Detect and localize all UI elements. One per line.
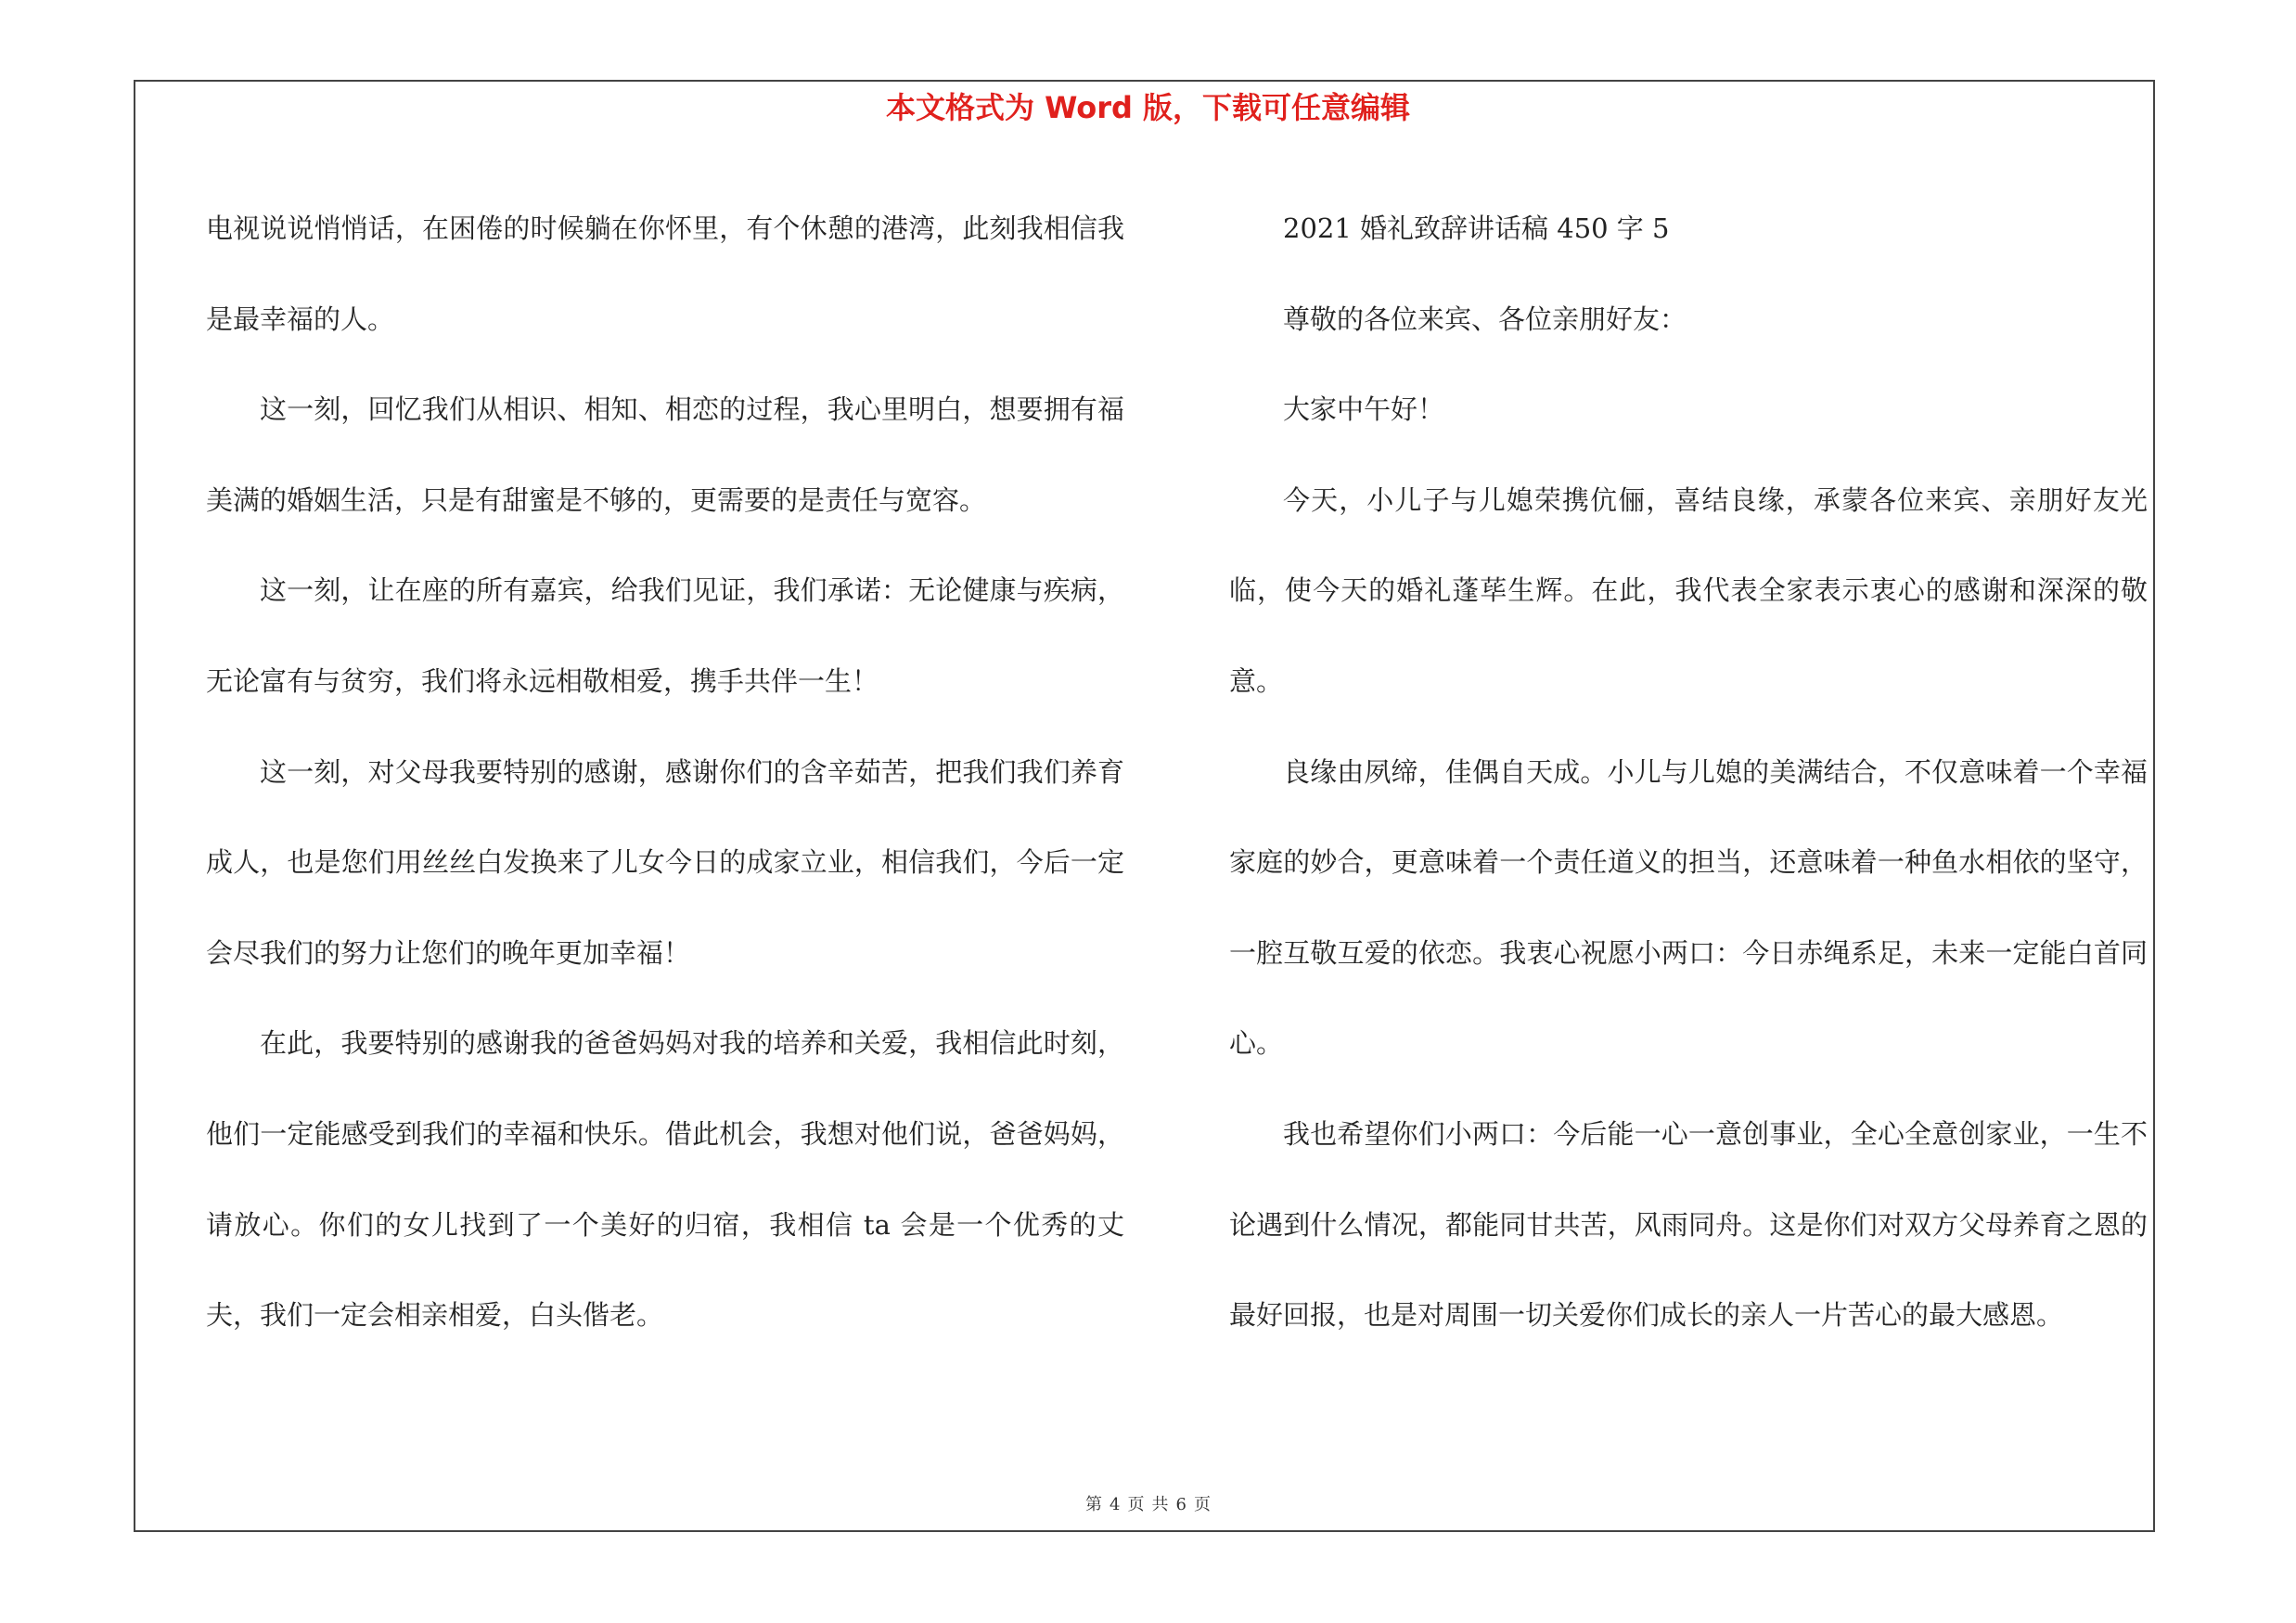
page-number-footer	[0, 1492, 2296, 1518]
footer-prefix: 第	[1085, 1495, 1103, 1514]
paragraph: 这一刻，回忆我们从相识、相知、相恋的过程，我心里明白，想要拥有福美满的婚姻生活，只是有甜蜜是不够的，更需要的是责任与宽容。	[206, 393, 1124, 516]
paragraph: 电视说说悄悄话，在困倦的时候躺在你怀里，有个休憩的港湾，此刻我相信我是最幸福的人。	[206, 213, 1124, 335]
paragraph: 这一刻，让在座的所有嘉宾，给我们见证，我们承诺：无论健康与疾病，无论富有与贫穷，我们将永远相敬相爱，携手共伴一生！	[206, 574, 1124, 697]
current-page-number: 4	[1110, 1495, 1121, 1514]
salutation: 尊敬的各位来宾、各位亲朋好友：	[1283, 303, 1687, 335]
left-column	[206, 184, 1124, 1361]
paragraph: 良缘由夙缔，佳偶自天成。小儿与儿媳的美满结合，不仅意味着一个幸福家庭的妙合，更意味着一个责任道义的担当，还意味着一种鱼水相依的坚守，一腔互敬互爱的依恋。我衷心祝愿小两口：今日赤绳系足，未来一定能白首同心。	[1229, 755, 2148, 1060]
article-heading: 2021 婚礼致辞讲话稿 450 字 5	[1283, 213, 1670, 244]
footer-page-word: 页	[1127, 1495, 1145, 1514]
paragraph: 我也希望你们小两口：今后能一心一意创事业，全心全意创家业，一生不论遇到什么情况，都能同甘共苦，风雨同舟。这是你们对双方父母养育之恩的最好回报，也是对周围一切关爱你们成长的亲人一片苦心的最大感恩。	[1229, 1117, 2148, 1332]
total-page-count: 6	[1175, 1495, 1186, 1514]
right-column	[1229, 184, 2148, 1361]
footer-suffix: 页	[1193, 1495, 1211, 1514]
format-banner: 本文格式为 Word 版，下载可任意编辑	[885, 90, 1411, 125]
footer-total-word: 共	[1151, 1495, 1169, 1514]
paragraph: 这一刻，对父母我要特别的感谢，感谢你们的含辛茹苦，把我们我们养育成人，也是您们用丝丝白发换来了儿女今日的成家立业，相信我们，今后一定会尽我们的努力让您们的晚年更加幸福！	[206, 755, 1124, 969]
greeting: 大家中午好！	[1283, 393, 1445, 426]
paragraph: 今天，小儿子与儿媳荣携伉俪，喜结良缘，承蒙各位来宾、亲朋好友光临，使今天的婚礼蓬荜生辉。在此，我代表全家表示衷心的感谢和深深的敬意。	[1229, 483, 2148, 697]
paragraph: 在此，我要特别的感谢我的爸爸妈妈对我的培养和关爱，我相信此时刻，他们一定能感受到我们的幸福和快乐。借此机会，我想对他们说，爸爸妈妈，请放心。你们的女儿找到了一个美好的归宿，我相信 ta 会是一个优秀的丈夫，我们一定会相亲相爱，白头偕老。	[206, 1027, 1124, 1332]
